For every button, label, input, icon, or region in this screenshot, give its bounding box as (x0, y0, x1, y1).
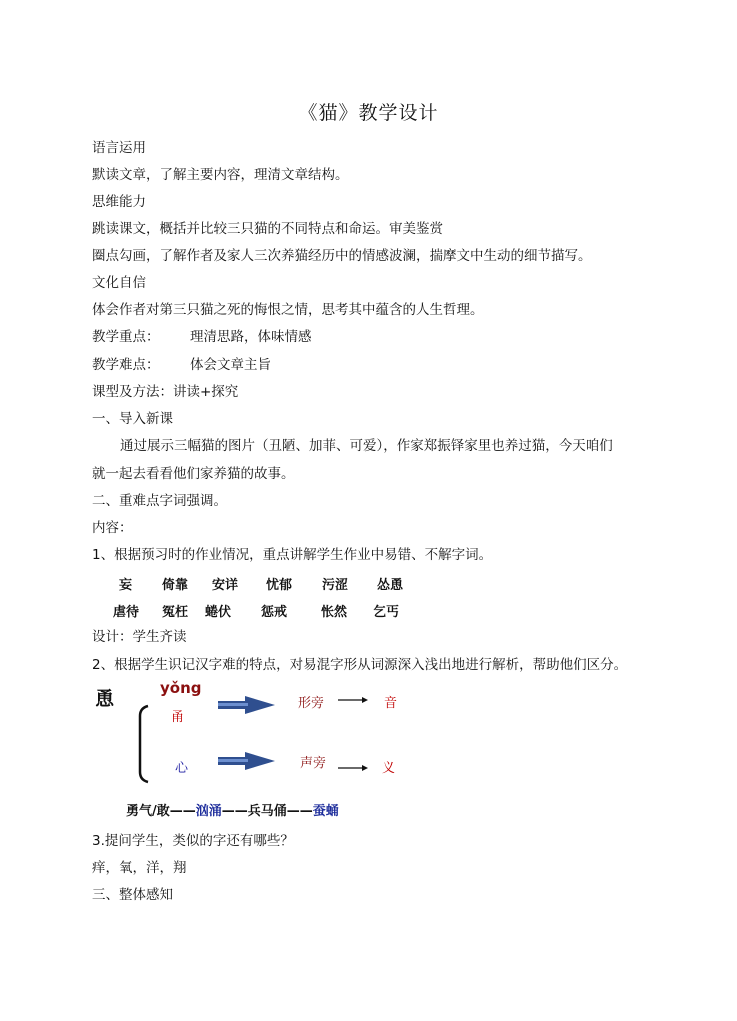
bottom-radical: 心 (175, 761, 189, 776)
top-radical: 甬 (171, 710, 185, 725)
section-heading: 三、整体感知 (92, 887, 173, 903)
word-item: 怂恿 (377, 578, 404, 593)
paragraph: 通过展示三幅猫的图片（丑陋、加菲、可爱），作家郑振铎家里也养过猫，今天咱们 (120, 438, 613, 454)
result-sound: 音 (384, 696, 398, 711)
word-chain (126, 800, 339, 819)
word-item: 虐待 (113, 605, 140, 620)
difficulty-value: 体会文章主旨 (190, 357, 271, 373)
word-item: 惩戒 (261, 605, 288, 620)
word-item: 污涩 (322, 578, 349, 593)
paragraph: 痒，氧，洋，翔 (92, 860, 187, 876)
chain-dash: —— (221, 804, 248, 819)
chain-word: 勇气/敢 (126, 804, 170, 819)
chain-dash: —— (286, 804, 313, 819)
section-heading: 一、导入新课 (92, 411, 173, 427)
main-character: 恿 (95, 688, 115, 710)
difficulty-label: 教学难点： (92, 357, 160, 373)
arrow-icon (338, 697, 368, 703)
chain-word: 兵马俑 (247, 804, 287, 819)
paragraph: 体会作者对第三只猫之死的悔恨之情，思考其中蕴含的人生哲理。 (92, 302, 484, 318)
arrow-icon (338, 765, 368, 771)
section-heading: 二、重难点字词强调。 (92, 493, 227, 509)
sound-radical-label: 声旁 (300, 756, 327, 771)
word-item: 怅然 (321, 605, 348, 620)
teaching-focus (92, 328, 312, 346)
paragraph: 课型及方法：讲读+探究 (92, 384, 239, 400)
pinyin-label: yǒng (160, 679, 202, 697)
word-row (0, 601, 737, 619)
paragraph: 设计：学生齐读 (92, 629, 187, 645)
chain-dash: —— (169, 804, 196, 819)
word-item: 蜷伏 (205, 605, 232, 620)
focus-value: 理清思路，体味情感 (190, 329, 312, 345)
result-meaning: 义 (382, 761, 396, 776)
word-item: 倚靠 (162, 578, 189, 593)
arrow-icon (218, 696, 275, 714)
teaching-difficulty (92, 356, 271, 374)
word-row (0, 574, 737, 592)
paragraph: 文化自信 (92, 275, 146, 291)
paragraph: 跳读课文，概括并比较三只猫的不同特点和命运。审美鉴赏 (92, 221, 443, 237)
document-title: 《猫》教学设计 (298, 102, 439, 124)
word-item: 乞丐 (373, 605, 400, 620)
paragraph: 1、根据预习时的作业情况，重点讲解学生作业中易错、不解字词。 (92, 547, 493, 563)
paragraph: 思维能力 (92, 194, 146, 210)
bracket-line (140, 706, 148, 782)
focus-label: 教学重点： (92, 329, 160, 345)
word-item: 妄 (119, 578, 133, 593)
form-radical-label: 形旁 (298, 696, 325, 711)
chain-word: 蚕蛹 (312, 804, 339, 819)
word-item: 冤枉 (162, 605, 189, 620)
paragraph: 语言运用 (92, 140, 146, 156)
paragraph: 内容： (92, 520, 133, 536)
arrow-icon (218, 752, 275, 770)
paragraph: 圈点勾画，了解作者及家人三次养猫经历中的情感波澜，揣摩文中生动的细节描写。 (92, 248, 592, 264)
paragraph: 默读文章，了解主要内容，理清文章结构。 (92, 167, 349, 183)
word-item: 安详 (212, 578, 239, 593)
word-item: 忧郁 (266, 578, 293, 593)
paragraph: 3.提问学生，类似的字还有哪些？ (92, 833, 294, 849)
paragraph: 2、根据学生识记汉字难的特点，对易混字形从词源深入浅出地进行解析，帮助他们区分。 (92, 657, 628, 673)
paragraph: 就一起去看看他们家养猫的故事。 (92, 466, 295, 482)
chain-word: 汹涌 (195, 804, 222, 819)
